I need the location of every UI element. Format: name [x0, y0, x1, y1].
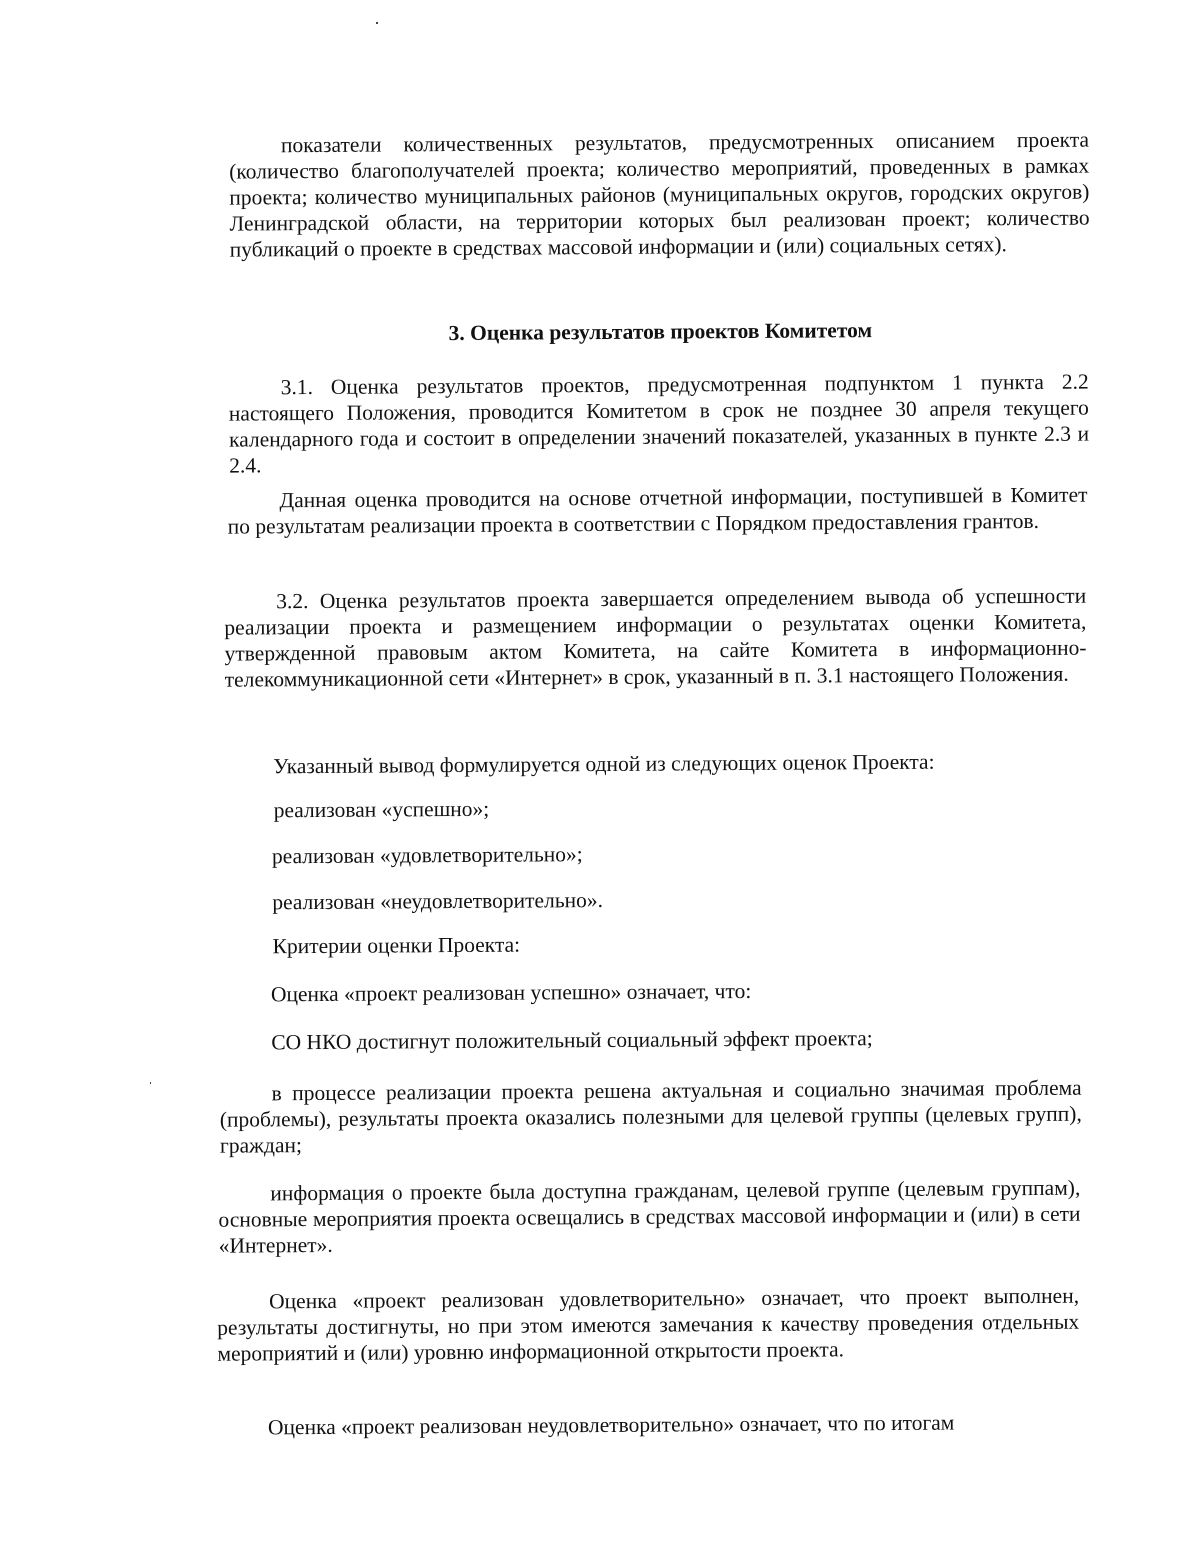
line-nko: СО НКО достигнут положительный социальный эффект проекта; [271, 1026, 873, 1055]
line-criteria: Критерии оценки Проекта: [272, 932, 521, 959]
section-heading: 3. Оценка результатов проектов Комитетом [448, 318, 873, 346]
paragraph-basis: Данная оценка проводится на основе отчетной информации, поступившей в Комитет по результатам реализации проекта в соответствии с Порядком предоставления грантов. [227, 482, 1088, 539]
paragraph-unsatisfactory: Оценка «проект реализован неудовлетворительно» означает, что по итогам [267, 1410, 955, 1440]
paragraph-3-2: 3.2. Оценка результатов проекта завершается определением вывода об успешности реализации проекта и размещением информации о результатах оценки Комитета, утвержденной правовым актом Комитета, на сайте Комитета в информационно-телекоммуникационной сети «Интернет» в срок, указанный в п. 3.1 настоящего Положения. [224, 583, 1087, 692]
scan-speck [150, 1082, 151, 1084]
paragraph-3-1: 3.1. Оценка результатов проектов, предусмотренная подпунктом 1 пункта 2.2 настоящего Положения, проводится Комитетом в срок не позднее 30 апреля текущего календарного года и состоит в определении значений показателей, указанных в пункте 2.3 и 2.4. [228, 369, 1090, 478]
line-conclusion: Указанный вывод формулируется одной из следующих оценок Проекта: [273, 749, 935, 779]
line-satisfactory: реализован «удовлетворительно»; [271, 842, 583, 869]
paragraph-intro: показатели количественных результатов, предусмотренных описанием проекта (количество благополучателей проекта; количество мероприятий, проведенных в рамках проекта; количество муниципальных районов (муниципальных округов, городских округов) Ленинградской области, на территории которых был реализован проект; количество публикаций о проекте в средствах массовой информации и (или) социальных сетях). [229, 127, 1090, 262]
line-unsatisfactory: реализован «неудовлетворительно». [272, 888, 604, 915]
paragraph-satisfactory: Оценка «проект реализован удовлетворительно» означает, что проект выполнен, результаты достигнуты, но при этом имеются замечания к качеству проведения отдельных мероприятий и (или) уровню информационной открытости проекта. [217, 1283, 1080, 1366]
scan-speck [376, 22, 378, 24]
line-success: реализован «успешно»; [273, 796, 490, 823]
line-success-means: Оценка «проект реализован успешно» означает, что: [270, 978, 752, 1007]
paragraph-info: информация о проекте была доступна гражданам, целевой группе (целевым группам), основные мероприятия проекта освещались в средствах массовой информации и (или) в сети «Интернет». [218, 1175, 1081, 1258]
paragraph-problem: в процессе реализации проекта решена актуальная и социально значимая проблема (проблемы), результаты проекта оказались полезными для целевой группы (целевых групп), граждан; [219, 1075, 1082, 1158]
